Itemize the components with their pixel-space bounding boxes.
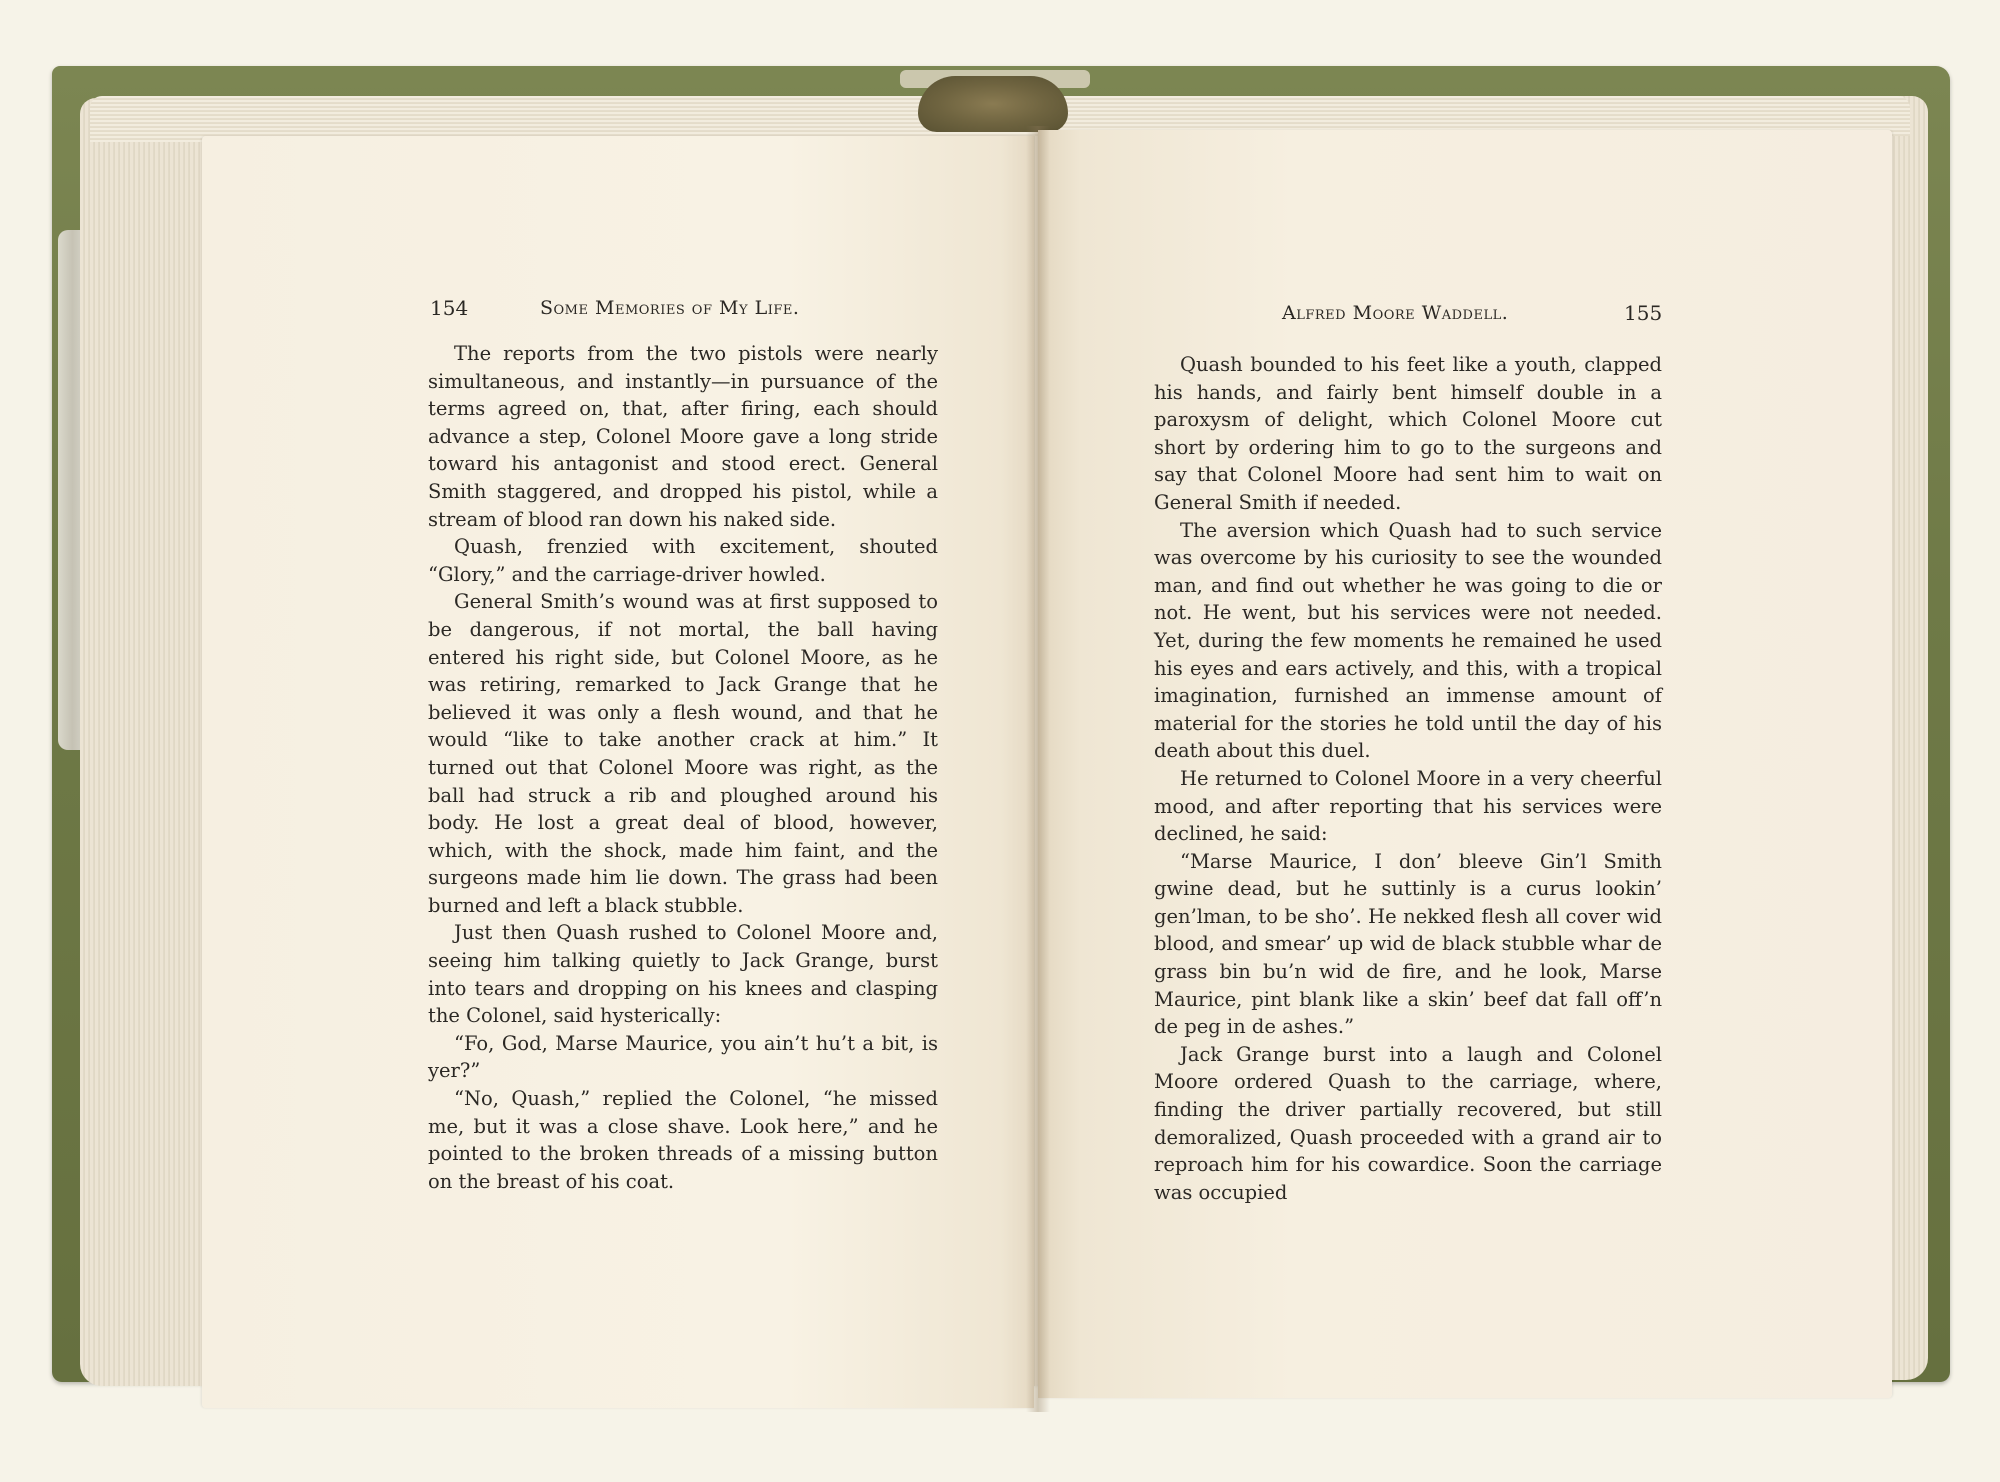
- paragraph: Just then Quash rushed to Colonel Moore and, seeing him talking quietly to Jack Grange, burst into tears and dropping on his knees and clasping the Colonel, said hysterically:: [428, 921, 938, 1028]
- paragraph: He returned to Colonel Moore in a very cheerful mood, and after reporting that his services were declined, he said:: [1154, 766, 1662, 846]
- paragraph: General Smith’s wound was at first supposed to be dangerous, if not mortal, the ball having entered his right side, but Colonel Moore, as he was retiring, remarked to Jack Grange that he believed it was only a flesh wound, and that he would “like to take another crack at him.” It turned out that Colonel Moore was right, as the ball had struck a rib and ploughed around his body. He lost a great deal of blood, however, which, with the shock, made him faint, and the surgeons made him lie down. The grass had been burned and left a black stubble.: [428, 590, 938, 917]
- paragraph: Jack Grange burst into a laugh and Colonel Moore ordered Quash to the carriage, where, finding the driver partially recovered, but still demoralized, Quash proceeded with a grand air to reproach him for his cowardice. Soon the carriage was occupied: [1154, 1042, 1662, 1204]
- page-number-right: 155: [1624, 301, 1663, 325]
- book-gutter: [1026, 126, 1050, 1412]
- paragraph: The reports from the two pistols were nearly simultaneous, and instantly—in pursuance of the terms agreed on, that, after firing, each should advance a step, Colonel Moore gave a long stride toward his antagonist and stood erect. General Smith staggered, and dropped his pistol, while a stream of blood ran down his naked side.: [428, 342, 938, 531]
- running-head-left: Some Memories of My Life.: [540, 297, 800, 319]
- right-page: [1038, 130, 1892, 1398]
- left-page: [202, 136, 1034, 1408]
- headband: [918, 76, 1068, 132]
- paragraph: Quash, frenzied with excitement, shouted “Glory,” and the carriage-driver howled.: [428, 535, 938, 586]
- page-number-left: 154: [430, 296, 469, 320]
- left-page-text: [428, 340, 938, 1195]
- paragraph: The aversion which Quash had to such service was overcome by his curiosity to see the wounded man, and find out whether he was going to die or not. He went, but his services were not needed. Yet, during the few moments he remained he used his eyes and ears actively, and this, with a tropical imagination, furnished an immense amount of material for the stories he told until the day of his death about this duel.: [1154, 518, 1662, 763]
- right-page-text: [1154, 351, 1662, 1206]
- paragraph: Quash bounded to his feet like a youth, clapped his hands, and fairly bent himself double in a paroxysm of delight, which Colonel Moore cut short by ordering him to go to the surgeons and say that Colonel Moore had sent him to wait on General Smith if needed.: [1154, 353, 1662, 514]
- paragraph: “Fo, God, Marse Maurice, you ain’t hu’t a bit, is yer?”: [428, 1031, 938, 1083]
- paragraph: “No, Quash,” replied the Colonel, “he missed me, but it was a close shave. Look here,” and he pointed to the broken threads of a missing button on the breast of his coat.: [428, 1087, 938, 1193]
- running-head-right: Alfred Moore Waddell.: [1282, 302, 1509, 324]
- paragraph: “Marse Maurice, I don’ bleeve Gin’l Smith gwine dead, but he suttinly is a curus lookin’ gen’lman, to be sho’. He nekked flesh all cover wid blood, and smear’ up wid de black stubble whar de grass bin bu’n wid de fire, and he look, Marse Maurice, pint blank like a skin’ beef dat fall off’n de peg in de ashes.”: [1154, 849, 1662, 1039]
